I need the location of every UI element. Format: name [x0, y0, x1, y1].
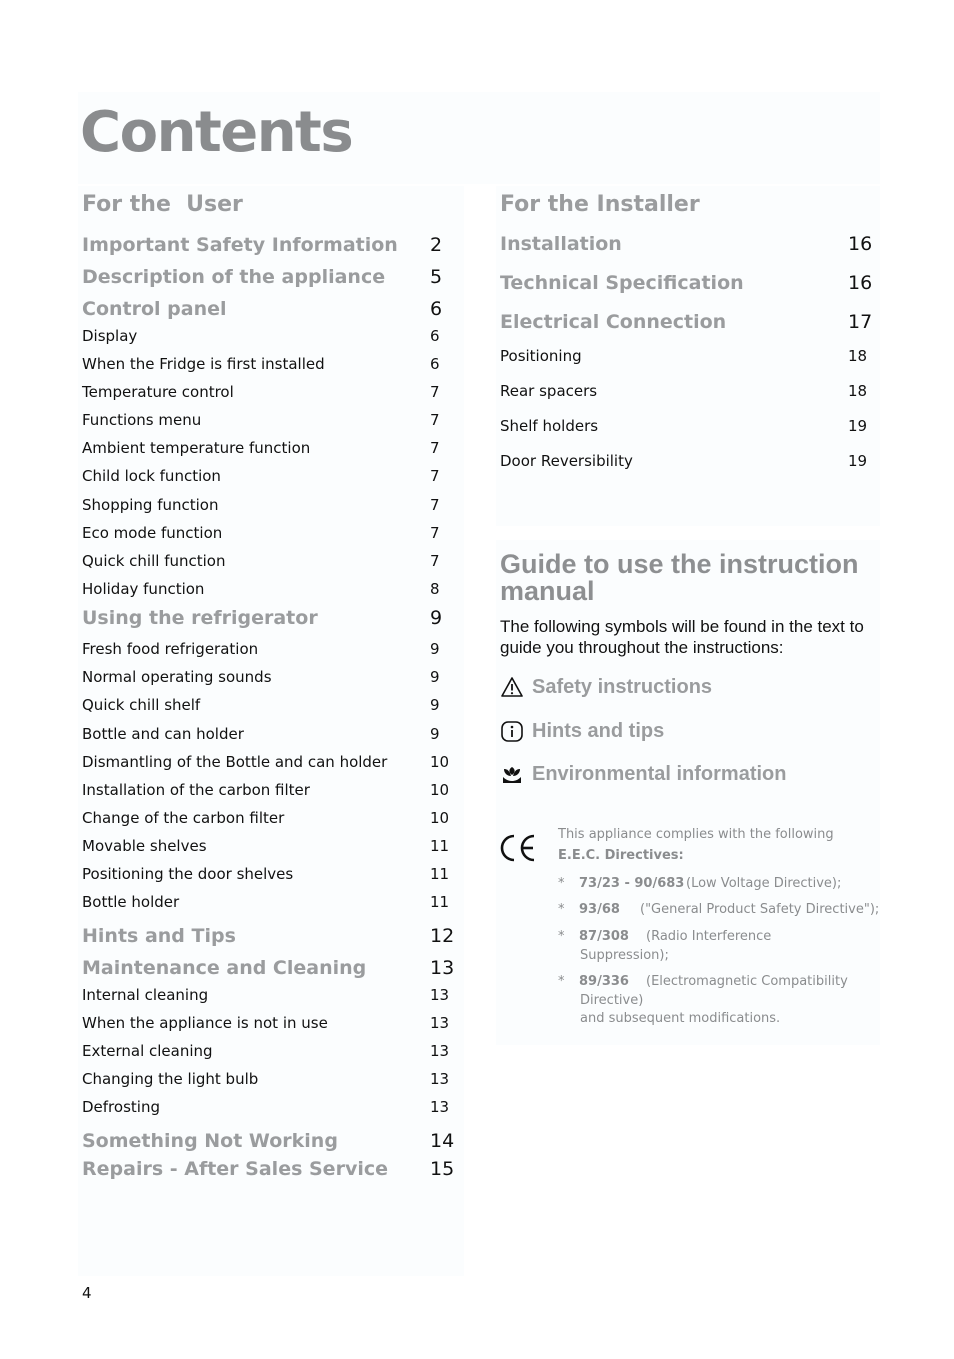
- toc-entry-label: Positioning the door shelves: [82, 865, 294, 883]
- toc-entry-page: 11: [430, 893, 450, 911]
- toc-entry-page: 8: [430, 580, 440, 598]
- compliance-directives-label: E.E.C. Directives:: [558, 848, 684, 863]
- toc-entry-label: Positioning: [500, 347, 582, 365]
- symbol-label: Hints and tips: [532, 720, 665, 742]
- toc-entry-label: Child lock function: [82, 467, 221, 485]
- toc-entry-page: 16: [848, 233, 873, 255]
- directive-code: 73/23 - 90/683: [579, 876, 685, 891]
- toc-entry-page: 7: [430, 552, 440, 570]
- bullet-star: *: [558, 929, 565, 944]
- directive-description-cont: Suppression);: [580, 948, 669, 963]
- directive-description: ("General Product Safety Directive");: [640, 902, 880, 917]
- toc-entry-page: 11: [430, 865, 450, 883]
- toc-entry-label: Description of the appliance: [82, 266, 386, 288]
- toc-entry-label: Rear spacers: [500, 382, 598, 400]
- toc-entry-page: 9: [430, 607, 443, 629]
- toc-entry-page: 12: [430, 925, 455, 947]
- toc-entry-page: 9: [430, 640, 440, 658]
- bullet-star: *: [558, 974, 565, 989]
- toc-entry-page: 7: [430, 467, 440, 485]
- toc-entry-page: 5: [430, 266, 443, 288]
- toc-entry-page: 13: [430, 1014, 450, 1032]
- toc-entry-label: Holiday function: [82, 580, 205, 598]
- toc-entry-label: Door Reversibility: [500, 452, 633, 470]
- toc-entry-label: Display: [82, 327, 138, 345]
- toc-entry-page: 6: [430, 355, 440, 373]
- page-title: Contents: [80, 100, 353, 165]
- guide-intro: The following symbols will be found in the text to guide you throughout the instructions:: [500, 617, 864, 657]
- toc-entry-page: 7: [430, 496, 440, 514]
- toc-entry-label: Quick chill function: [82, 552, 226, 570]
- toc-entry-page: 7: [430, 439, 440, 457]
- toc-entry-label: Movable shelves: [82, 837, 207, 855]
- toc-entry-label: Functions menu: [82, 411, 202, 429]
- toc-entry-page: 6: [430, 327, 440, 345]
- symbol-label: Safety instructions: [532, 676, 713, 698]
- bullet-star: *: [558, 876, 565, 891]
- info-icon: [500, 720, 524, 744]
- toc-entry-label: Using the refrigerator: [82, 607, 318, 629]
- flower-icon: [500, 763, 524, 787]
- toc-entry-page: 2: [430, 234, 443, 256]
- toc-entry-label: Shopping function: [82, 496, 219, 514]
- toc-entry-page: 10: [430, 781, 450, 799]
- toc-entry-page: 11: [430, 837, 450, 855]
- toc-entry-label: Eco mode function: [82, 524, 223, 542]
- warning-triangle-icon: [500, 676, 524, 698]
- toc-entry-page: 19: [848, 417, 868, 435]
- compliance-intro: This appliance complies with the following: [558, 827, 834, 842]
- toc-entry-page: 13: [430, 1042, 450, 1060]
- toc-entry-page: 14: [430, 1130, 455, 1152]
- toc-entry-label: Ambient temperature function: [82, 439, 311, 457]
- toc-entry-page: 9: [430, 725, 440, 743]
- user-section-heading: For the User: [82, 192, 243, 217]
- guide-title: Guide to use the instruction manual: [500, 549, 859, 606]
- compliance-footer: and subsequent modifications.: [580, 1011, 781, 1026]
- directive-description: (Low Voltage Directive);: [686, 876, 842, 891]
- toc-entry-page: 16: [848, 272, 873, 294]
- toc-entry-page: 18: [848, 347, 868, 365]
- page-number: 4: [82, 1284, 92, 1302]
- bullet-star: *: [558, 902, 565, 917]
- toc-entry-label: Internal cleaning: [82, 986, 209, 1004]
- toc-entry-label: Temperature control: [82, 383, 234, 401]
- toc-entry-page: 7: [430, 383, 440, 401]
- toc-entry-label: Changing the light bulb: [82, 1070, 259, 1088]
- directive-description: (Electromagnetic Compatibility: [646, 974, 848, 989]
- directive-code: 89/336: [579, 974, 629, 989]
- toc-entry-page: 13: [430, 986, 450, 1004]
- toc-entry-label: Dismantling of the Bottle and can holder: [82, 753, 388, 771]
- toc-entry-page: 18: [848, 382, 868, 400]
- toc-entry-label: Technical Specification: [500, 272, 744, 294]
- toc-entry-page: 10: [430, 809, 450, 827]
- toc-entry-label: Installation: [500, 233, 622, 255]
- toc-entry-page: 13: [430, 1070, 450, 1088]
- toc-entry-page: 9: [430, 668, 440, 686]
- toc-entry-page: 13: [430, 1098, 450, 1116]
- installer-section-heading: For the Installer: [500, 192, 700, 217]
- toc-entry-label: Shelf holders: [500, 417, 599, 435]
- toc-entry-label: Normal operating sounds: [82, 668, 272, 686]
- toc-entry-page: 15: [430, 1158, 455, 1180]
- toc-entry-label: Something Not Working: [82, 1130, 338, 1152]
- toc-entry-label: Bottle holder: [82, 893, 180, 911]
- toc-entry-page: 6: [430, 298, 443, 320]
- toc-entry-page: 7: [430, 524, 440, 542]
- toc-entry-page: 9: [430, 696, 440, 714]
- toc-entry-label: Quick chill shelf: [82, 696, 201, 714]
- ce-mark-icon: [498, 832, 538, 864]
- toc-entry-label: External cleaning: [82, 1042, 213, 1060]
- toc-entry-page: 17: [848, 311, 873, 333]
- toc-entry-label: Fresh food refrigeration: [82, 640, 259, 658]
- toc-entry-label: Repairs - After Sales Service: [82, 1158, 388, 1180]
- symbol-label: Environmental information: [532, 763, 787, 785]
- toc-entry-label: Electrical Connection: [500, 311, 727, 333]
- toc-entry-page: 19: [848, 452, 868, 470]
- toc-entry-page: 13: [430, 957, 455, 979]
- toc-entry-label: Important Safety Information: [82, 234, 398, 256]
- toc-entry-page: 10: [430, 753, 450, 771]
- toc-entry-page: 7: [430, 411, 440, 429]
- toc-entry-label: Defrosting: [82, 1098, 160, 1116]
- directive-code: 87/308: [579, 929, 629, 944]
- toc-entry-label: Installation of the carbon filter: [82, 781, 310, 799]
- directive-code: 93/68: [579, 902, 620, 917]
- toc-entry-label: Change of the carbon filter: [82, 809, 285, 827]
- toc-entry-label: Control panel: [82, 298, 227, 320]
- toc-entry-label: When the appliance is not in use: [82, 1014, 328, 1032]
- toc-entry-label: When the Fridge is first installed: [82, 355, 325, 373]
- toc-entry-label: Hints and Tips: [82, 925, 236, 947]
- directive-description: (Radio Interference: [646, 929, 772, 944]
- toc-entry-label: Maintenance and Cleaning: [82, 957, 367, 979]
- directive-description-cont: Directive): [580, 993, 644, 1008]
- toc-entry-label: Bottle and can holder: [82, 725, 244, 743]
